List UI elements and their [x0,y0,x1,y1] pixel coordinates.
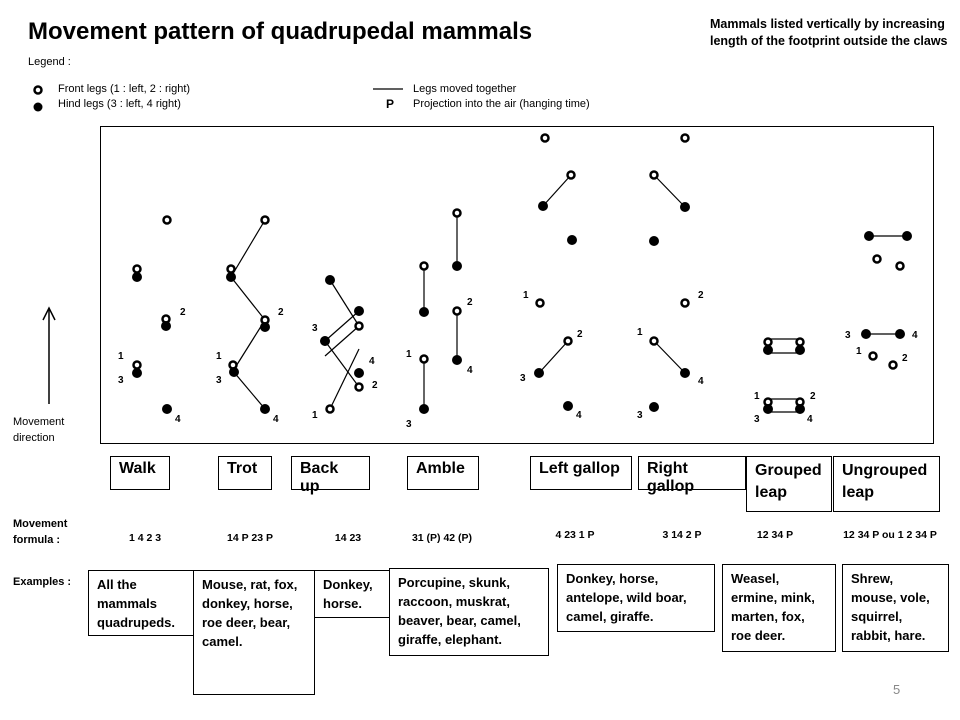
svg-text:3: 3 [754,414,760,425]
svg-text:2: 2 [278,307,284,318]
svg-text:3: 3 [637,410,643,421]
gait-back-up-label: Back up [291,456,370,490]
formula-back-up: 14 23 [334,532,362,544]
svg-text:3: 3 [312,323,318,334]
legend-heading: Legend : [28,56,71,68]
svg-text:4: 4 [175,414,181,425]
page-title: Movement pattern of quadrupedal mammals [28,18,533,45]
formula-walk: 1 4 2 3 [128,532,162,544]
svg-text:1: 1 [523,290,529,301]
hind-leg-prints [34,103,913,415]
gait-left-gallop-label: Left gallop [530,456,632,490]
svg-text:3: 3 [845,330,851,341]
svg-text:2: 2 [810,391,816,402]
legend-projection: Projection into the air (hanging time) [413,98,590,110]
svg-text:1: 1 [216,351,222,362]
svg-text:3: 3 [118,375,124,386]
gait-grouped-leap-label: Grouped leap [746,456,832,512]
direction-arrow-icon [43,308,55,404]
direction-label: Movement direction [13,416,65,444]
formula-label: Movement formula : [13,518,68,546]
svg-text:2: 2 [902,353,908,364]
examples-label: Examples : [13,576,72,588]
examples-back-up: Donkey, horse. [314,570,390,618]
gait-right-gallop-label: Right gallop [638,456,746,490]
examples-grouped-leap: Weasel, ermine, mink, marten, fox, roe deer. [722,564,836,652]
svg-text:1: 1 [118,351,124,362]
sorting-note: Mammals listed vertically by increasing length of the footprint outside the claws [710,17,948,48]
formula-trot: 14 P 23 P [227,532,273,544]
svg-text:4: 4 [576,410,582,421]
gait-trot-label: Trot [218,456,272,490]
svg-text:3: 3 [520,373,526,384]
formula-right-gallop: 3 14 2 P [662,529,702,541]
examples-amble: Porcupine, skunk, raccoon, muskrat, beaver, bear, camel, giraffe, elephant. [389,568,549,656]
svg-text:4: 4 [912,330,918,341]
svg-text:3: 3 [406,419,412,430]
svg-text:2: 2 [698,290,704,301]
page-number: 5 [893,682,901,697]
legend-p-symbol: P [386,97,395,111]
svg-text:3: 3 [216,375,222,386]
gait-ungrouped-leap-label: Ungrouped leap [833,456,940,512]
examples-gallop: Donkey, horse, antelope, wild boar, camel, giraffe. [557,564,715,632]
formula-amble: 31 (P) 42 (P) [411,532,473,544]
svg-text:4: 4 [467,365,473,376]
svg-text:2: 2 [577,329,583,340]
gait-walk-label: Walk [110,456,170,490]
legend-together: Legs moved together [413,83,517,95]
formula-left-gallop: 4 23 1 P [555,529,595,541]
legend-front-leg-icon [35,87,42,94]
examples-ungrouped-leap: Shrew, mouse, vole, squirrel, rabbit, hare. [842,564,949,652]
examples-trot: Mouse, rat, fox, donkey, horse, roe deer, bear, camel. [193,570,315,695]
svg-text:1: 1 [856,346,862,357]
formula-grouped-leap: 12 34 P [756,529,794,541]
legend-hind-leg-icon [34,103,43,112]
svg-text:1: 1 [754,391,760,402]
formula-ungrouped-leap: 12 34 P ou 1 2 34 P [843,529,937,541]
svg-text:4: 4 [698,376,704,387]
svg-text:1: 1 [312,410,318,421]
gait-amble-label: Amble [407,456,479,490]
legend-front-legs: Front legs (1 : left, 2 : right) [58,83,191,95]
svg-text:4: 4 [369,356,375,367]
svg-text:4: 4 [273,414,279,425]
svg-text:4: 4 [807,414,813,425]
connector-lines [231,89,907,412]
svg-text:1: 1 [637,327,643,338]
svg-text:2: 2 [180,307,186,318]
front-leg-prints [35,87,904,413]
legend-hind-legs: Hind legs (3 : left, 4 right) [58,98,181,110]
svg-text:2: 2 [372,380,378,391]
examples-walk: All the mammals quadrupeds. [88,570,195,636]
svg-text:2: 2 [467,297,473,308]
svg-text:1: 1 [406,349,412,360]
